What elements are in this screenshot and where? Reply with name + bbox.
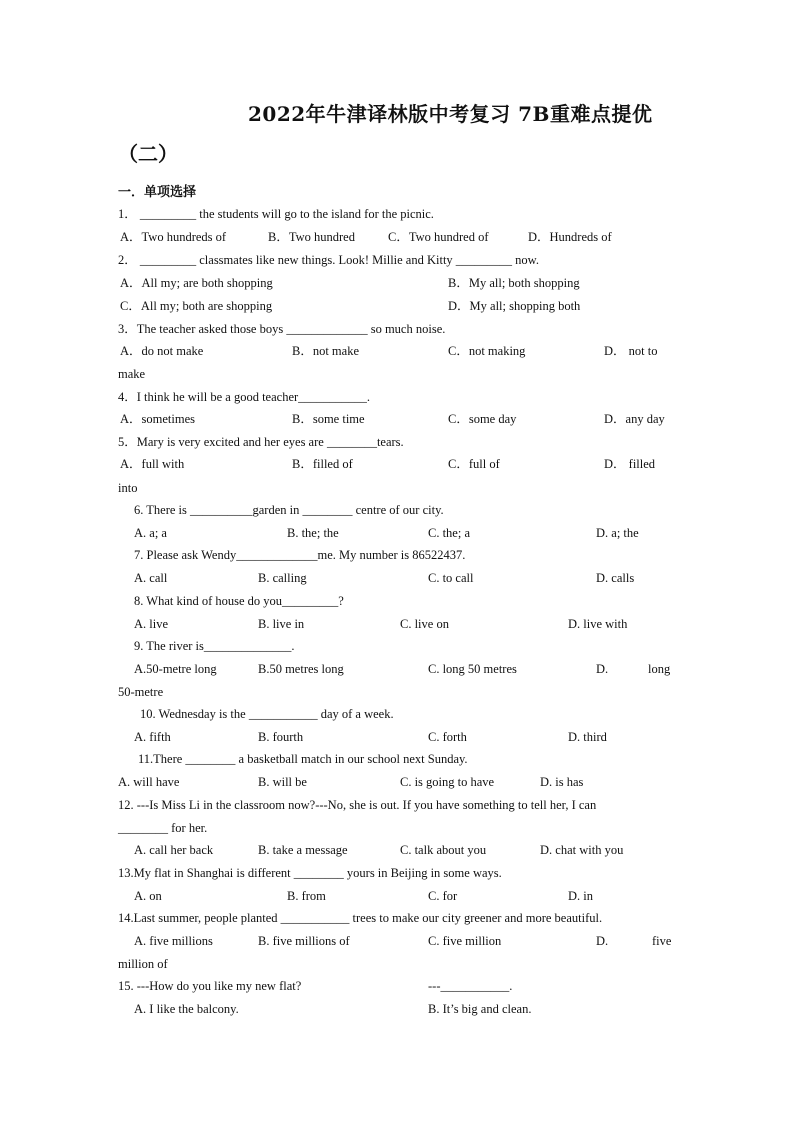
text-line: D．any day bbox=[604, 412, 665, 426]
text-line: B．My all; both shopping bbox=[448, 276, 580, 290]
text-line: 13.My flat in Shanghai is different ________ yours in Beijing in some ways. bbox=[118, 866, 502, 880]
text-line: A.50-metre long bbox=[134, 662, 217, 676]
text-line: A. a; a bbox=[134, 526, 167, 540]
text-line: 9. The river is______________. bbox=[134, 639, 295, 653]
text-line: D． filled bbox=[604, 457, 656, 471]
text-line: A. on bbox=[134, 889, 162, 903]
text-line: D. a; the bbox=[596, 526, 639, 540]
text-line: 1． _________ the students will go to the island for the picnic. bbox=[118, 207, 434, 221]
text-line: million of bbox=[118, 957, 168, 971]
text-line: C．Two hundred of bbox=[388, 230, 489, 244]
text-line: D. bbox=[596, 934, 609, 948]
text-line: B. the; the bbox=[287, 526, 339, 540]
text-line: D. is has bbox=[540, 775, 584, 789]
text-line: A．do not make bbox=[120, 344, 204, 358]
text-line: C. for bbox=[428, 889, 458, 903]
text-line: ---___________. bbox=[428, 979, 513, 993]
text-line: 3．The teacher asked those boys _____________ so much noise. bbox=[118, 322, 446, 336]
text-line: C. live on bbox=[400, 617, 449, 631]
text-line: D．Hundreds of bbox=[528, 230, 612, 244]
text-line: A. fifth bbox=[134, 730, 171, 744]
text-line: A．sometimes bbox=[120, 412, 195, 426]
text-line: 6. There is __________garden in ________ centre of our city. bbox=[134, 503, 444, 517]
text-line: A. call bbox=[134, 571, 168, 585]
text-line: C．full of bbox=[448, 457, 500, 471]
text-line: D. chat with you bbox=[540, 843, 624, 857]
text-line: make bbox=[118, 367, 146, 381]
text-line: five bbox=[652, 934, 672, 948]
text-line: A. will have bbox=[118, 775, 180, 789]
text-line: A．full with bbox=[120, 457, 185, 471]
text-line: A．All my; are both shopping bbox=[120, 276, 273, 290]
text-line: B. take a message bbox=[258, 843, 348, 857]
text-line: 4．I think he will be a good teacher___________. bbox=[118, 390, 371, 404]
text-line: D. in bbox=[568, 889, 593, 903]
text-line: C. five million bbox=[428, 934, 502, 948]
text-line: C．All my; both are shopping bbox=[120, 299, 273, 313]
text-line: 50-metre bbox=[118, 685, 164, 699]
text-line: A. call her back bbox=[134, 843, 214, 857]
text-line: B．not make bbox=[292, 344, 360, 358]
text-line: 8. What kind of house do you_________? bbox=[134, 594, 344, 608]
document-title-continued: （二） bbox=[118, 142, 178, 166]
text-line: B. from bbox=[287, 889, 326, 903]
text-line: C. the; a bbox=[428, 526, 471, 540]
text-line: 14.Last summer, people planted ___________ trees to make our city greener and more beautiful. bbox=[118, 911, 603, 925]
text-line: C. long 50 metres bbox=[428, 662, 517, 676]
text-line: B．some time bbox=[292, 412, 365, 426]
text-line: B. It’s big and clean. bbox=[428, 1002, 532, 1016]
text-line: C. to call bbox=[428, 571, 474, 585]
text-line: B. calling bbox=[258, 571, 307, 585]
text-line: 11.There ________ a basketball match in our school next Sunday. bbox=[138, 752, 468, 766]
section-heading: 一．单项选择 bbox=[118, 185, 197, 200]
text-line: C．not making bbox=[448, 344, 526, 358]
text-line: 12. ---Is Miss Li in the classroom now?---No, she is out. If you have something to tell her, I can bbox=[118, 798, 597, 812]
text-line: A. live bbox=[134, 617, 169, 631]
text-line: B. live in bbox=[258, 617, 305, 631]
document-title: 2022年牛津译林版中考复习 7B重难点提优 bbox=[248, 102, 653, 126]
text-line: D. calls bbox=[596, 571, 635, 585]
text-line: B. will be bbox=[258, 775, 307, 789]
text-line: B. fourth bbox=[258, 730, 304, 744]
text-line: C. is going to have bbox=[400, 775, 495, 789]
text-line: 2． _________ classmates like new things. Look! Millie and Kitty _________ now. bbox=[118, 253, 540, 267]
text-line: D． not to bbox=[604, 344, 658, 358]
text-line: A．Two hundreds of bbox=[120, 230, 227, 244]
text-line: A. I like the balcony. bbox=[134, 1002, 239, 1016]
text-line: B. five millions of bbox=[258, 934, 350, 948]
text-line: C. forth bbox=[428, 730, 467, 744]
text-line: D. third bbox=[568, 730, 607, 744]
text-line: C. talk about you bbox=[400, 843, 487, 857]
text-line: B.50 metres long bbox=[258, 662, 344, 676]
text-line: 5．Mary is very excited and her eyes are ________tears. bbox=[118, 435, 404, 449]
text-line: B．filled of bbox=[292, 457, 353, 471]
text-line: A. five millions bbox=[134, 934, 213, 948]
text-line: C．some day bbox=[448, 412, 517, 426]
text-line: 15. ---How do you like my new flat? bbox=[118, 979, 302, 993]
text-line: D. live with bbox=[568, 617, 628, 631]
text-line: D．My all; shopping both bbox=[448, 299, 581, 313]
text-line: ________ for her. bbox=[118, 821, 208, 835]
text-line: 7. Please ask Wendy_____________me. My number is 86522437. bbox=[134, 548, 466, 562]
text-line: long bbox=[648, 662, 671, 676]
text-line: D. bbox=[596, 662, 609, 676]
text-line: into bbox=[118, 481, 138, 495]
text-line: B．Two hundred bbox=[268, 230, 355, 244]
text-line: 10. Wednesday is the ___________ day of a week. bbox=[140, 707, 394, 721]
